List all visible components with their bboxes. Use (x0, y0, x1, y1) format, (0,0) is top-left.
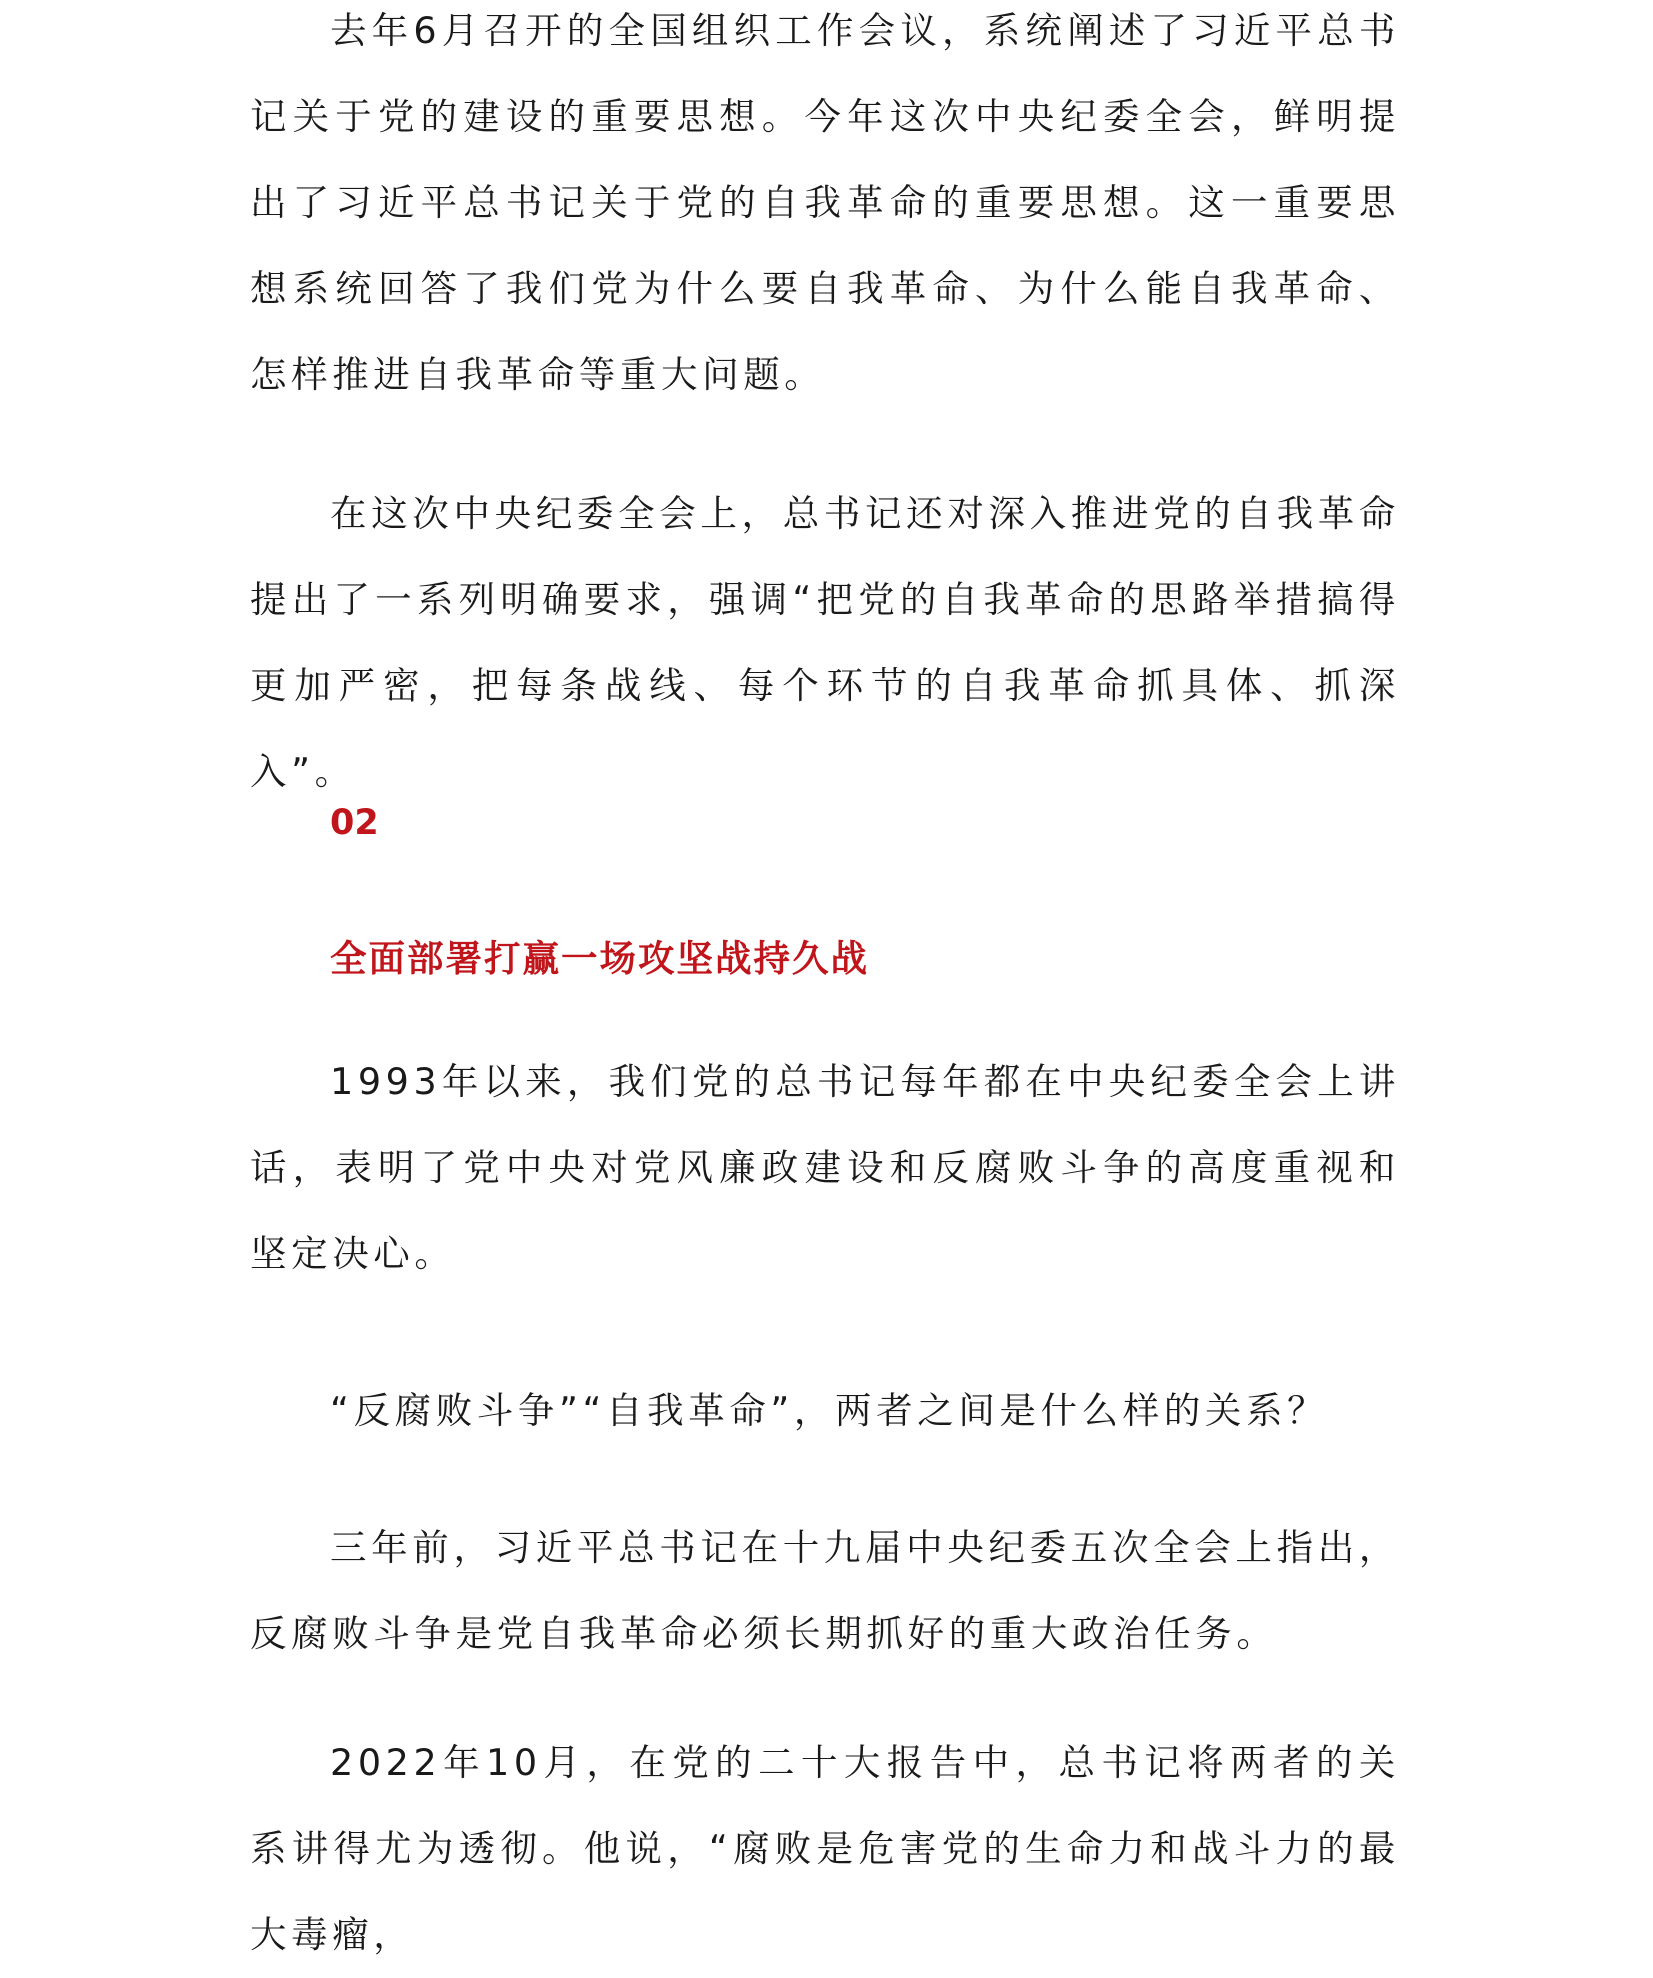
paragraph-6: 2022年10月，在党的二十大报告中，总书记将两者的关系讲得尤为透彻。他说，“腐败是危害党的生命力和战斗力的最大毒瘤， (250, 1741, 1400, 1956)
section-title: 全面部署打赢一场攻坚战持久战 (330, 937, 869, 980)
section-number: 02 (330, 803, 379, 843)
paragraph-5: 三年前，习近平总书记在十九届中央纪委五次全会上指出，反腐败斗争是党自我革命必须长期抓好的重大政治任务。 (250, 1526, 1400, 1655)
article-body (250, 0, 1400, 1956)
paragraph-2: 在这次中央纪委全会上，总书记还对深入推进党的自我革命提出了一系列明确要求，强调“把党的自我革命的思路举措搞得更加严密，把每条战线、每个环节的自我革命抓具体、抓深入”。 (250, 492, 1400, 793)
paragraph-3: 1993年以来，我们党的总书记每年都在中央纪委全会上讲话，表明了党中央对党风廉政建设和反腐败斗争的高度重视和坚定决心。 (250, 1060, 1400, 1275)
paragraph-1: 去年6月召开的全国组织工作会议，系统阐述了习近平总书记关于党的建设的重要思想。今年这次中央纪委全会，鲜明提出了习近平总书记关于党的自我革命的重要思想。这一重要思想系统回答了我们党为什么要自我革命、为什么能自我革命、怎样推进自我革命等重大问题。 (250, 9, 1400, 396)
paragraph-4: “反腐败斗争”“自我革命”，两者之间是什么样的关系？ (330, 1389, 1329, 1432)
